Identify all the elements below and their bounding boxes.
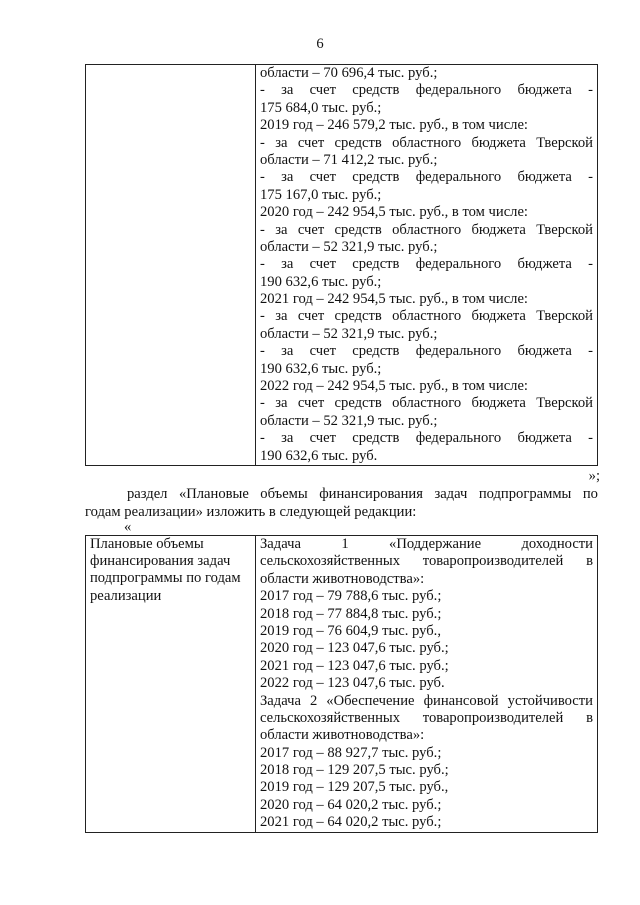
text-word: товаропроизводителей bbox=[422, 709, 564, 726]
text-line: области – 52 321,9 тыс. руб.; bbox=[260, 412, 438, 429]
text-line: 2021 год – 64 020,2 тыс. руб.; bbox=[260, 814, 442, 831]
text-word: сельскохозяйственных bbox=[260, 553, 401, 570]
paragraph-words bbox=[127, 485, 598, 503]
text-word: счет bbox=[309, 430, 336, 447]
text-word: федерального bbox=[415, 343, 502, 360]
text-word: по bbox=[582, 486, 598, 502]
text-line: области животноводства»: bbox=[260, 570, 425, 587]
text-line bbox=[256, 169, 597, 186]
heading-line: Плановые объемы bbox=[90, 536, 204, 552]
text-word: Тверской bbox=[536, 134, 593, 151]
amendment-paragraph-line-1 bbox=[85, 485, 598, 503]
text-line: 175 167,0 тыс. руб.; bbox=[260, 186, 382, 203]
funding-table-continued bbox=[85, 64, 598, 466]
text-line bbox=[256, 710, 597, 727]
text-word: «Плановые bbox=[178, 486, 249, 502]
text-line bbox=[256, 308, 597, 325]
text-line: 175 684,0 тыс. руб.; bbox=[260, 99, 382, 116]
text-word: средств bbox=[334, 395, 382, 412]
text-word: финансирования bbox=[319, 486, 423, 502]
text-word: за bbox=[281, 256, 294, 273]
text-word: федерального bbox=[415, 256, 502, 273]
text-word: за bbox=[281, 82, 294, 99]
text-word: Тверской bbox=[536, 308, 593, 325]
funding-table-new bbox=[85, 535, 598, 833]
text-word: областного bbox=[392, 221, 462, 238]
text-line bbox=[256, 430, 597, 447]
text-word: Задача bbox=[260, 536, 301, 552]
amendment-paragraph-line-2: годам реализации» изложить в следующей редакции: bbox=[85, 504, 417, 520]
text-line: 2019 год – 76 604,9 тыс. руб., bbox=[260, 622, 441, 639]
text-word: - bbox=[588, 256, 593, 273]
text-line bbox=[256, 82, 597, 99]
text-word: бюджета bbox=[517, 169, 572, 186]
text-word: за bbox=[275, 395, 288, 412]
text-word: федерального bbox=[415, 82, 502, 99]
text-line: 2017 год – 88 927,7 тыс. руб.; bbox=[260, 744, 442, 761]
text-word: за bbox=[275, 221, 288, 238]
text-word: «Обеспечение bbox=[326, 692, 415, 709]
cell-lines bbox=[256, 65, 597, 465]
heading-line: финансирования задач bbox=[90, 553, 231, 570]
text-word: средств bbox=[352, 430, 400, 447]
text-word: бюджета bbox=[517, 430, 572, 447]
text-word: - bbox=[260, 430, 265, 447]
text-word: - bbox=[260, 308, 265, 325]
text-word: за bbox=[275, 308, 288, 325]
text-line: 2020 год – 242 954,5 тыс. руб., в том числе: bbox=[260, 204, 528, 221]
text-word: бюджета bbox=[517, 256, 572, 273]
table-row bbox=[86, 65, 598, 466]
text-line: 2018 год – 77 884,8 тыс. руб.; bbox=[260, 605, 442, 622]
text-line: 2017 год – 79 788,6 тыс. руб.; bbox=[260, 588, 442, 605]
text-word: - bbox=[260, 343, 265, 360]
text-line: 190 632,6 тыс. руб.; bbox=[260, 360, 382, 377]
cell-lines bbox=[256, 536, 597, 832]
text-word: - bbox=[588, 82, 593, 99]
text-word: средств bbox=[352, 82, 400, 99]
text-word: сельскохозяйственных bbox=[260, 709, 401, 726]
text-word: областного bbox=[392, 134, 462, 151]
text-word: Тверской bbox=[536, 221, 593, 238]
text-word: подпрограммы bbox=[478, 486, 572, 502]
text-word: средств bbox=[334, 308, 382, 325]
text-word: средств bbox=[352, 343, 400, 360]
text-word: счет bbox=[309, 256, 336, 273]
text-line: области – 71 412,2 тыс. руб.; bbox=[260, 151, 438, 168]
text-line bbox=[256, 343, 597, 360]
text-word: в bbox=[586, 553, 593, 570]
text-line: 2020 год – 64 020,2 тыс. руб.; bbox=[260, 796, 442, 813]
text-word: - bbox=[260, 169, 265, 186]
text-line bbox=[256, 135, 597, 152]
text-word: федерального bbox=[415, 430, 502, 447]
text-word: федерального bbox=[415, 169, 502, 186]
text-word: средств bbox=[334, 134, 382, 151]
text-word: областного bbox=[392, 395, 462, 412]
table-left-cell bbox=[86, 536, 256, 833]
text-word: финансовой bbox=[423, 692, 499, 709]
text-word: доходности bbox=[521, 536, 593, 552]
heading-line: реализации bbox=[90, 587, 162, 604]
text-word: «Поддержание bbox=[389, 536, 482, 552]
text-word: счет bbox=[309, 343, 336, 360]
text-line: 2022 год – 123 047,6 тыс. руб. bbox=[260, 675, 445, 692]
text-line: 2021 год – 242 954,5 тыс. руб., в том числе: bbox=[260, 291, 528, 308]
table-row bbox=[86, 536, 598, 833]
text-word: устойчивости bbox=[507, 692, 593, 709]
text-word: Задача bbox=[260, 692, 301, 709]
text-line: 2019 год – 246 579,2 тыс. руб., в том числе: bbox=[260, 117, 528, 134]
text-word: - bbox=[588, 169, 593, 186]
text-line bbox=[256, 553, 597, 570]
text-word: объемы bbox=[260, 486, 308, 502]
text-word: за bbox=[281, 343, 294, 360]
table-right-cell bbox=[256, 65, 598, 466]
text-word: бюджета bbox=[517, 82, 572, 99]
text-word: - bbox=[260, 221, 265, 238]
text-word: средств bbox=[352, 256, 400, 273]
text-word: в bbox=[586, 709, 593, 726]
text-line: 2022 год – 242 954,5 тыс. руб., в том числе: bbox=[260, 378, 528, 395]
text-line bbox=[256, 222, 597, 239]
text-line: 190 632,6 тыс. руб.; bbox=[260, 273, 382, 290]
text-word: средств bbox=[334, 221, 382, 238]
text-line: 190 632,6 тыс. руб. bbox=[260, 447, 378, 464]
text-word: областного bbox=[392, 308, 462, 325]
text-word: - bbox=[588, 343, 593, 360]
table-right-cell bbox=[256, 536, 598, 833]
text-word: счет bbox=[297, 221, 325, 238]
text-word: - bbox=[260, 134, 265, 151]
section-heading bbox=[86, 536, 255, 605]
page-number: 6 bbox=[316, 36, 324, 52]
text-line bbox=[256, 395, 597, 412]
text-word: счет bbox=[297, 308, 325, 325]
text-line: области – 70 696,4 тыс. руб.; bbox=[260, 65, 438, 81]
text-word: бюджета bbox=[471, 221, 526, 238]
text-line: области животноводства»: bbox=[260, 727, 425, 744]
text-word: бюджета bbox=[471, 134, 526, 151]
text-word: 2 bbox=[309, 692, 318, 709]
opening-quote-mark: « bbox=[124, 519, 132, 535]
text-word: средств bbox=[352, 169, 400, 186]
text-word: счет bbox=[297, 134, 325, 151]
text-word: за bbox=[275, 134, 288, 151]
text-line: 2018 год – 129 207,5 тыс. руб.; bbox=[260, 762, 449, 779]
text-word: счет bbox=[309, 169, 336, 186]
text-word: за bbox=[281, 169, 294, 186]
text-word: Тверской bbox=[536, 395, 593, 412]
text-word: бюджета bbox=[471, 395, 526, 412]
text-line: области – 52 321,9 тыс. руб.; bbox=[260, 238, 438, 255]
text-word: - bbox=[260, 256, 265, 273]
closing-quote-mark: »; bbox=[588, 468, 600, 484]
text-line: 2019 год – 129 207,5 тыс. руб., bbox=[260, 779, 449, 796]
text-line bbox=[256, 536, 597, 553]
text-line: 2020 год – 123 047,6 тыс. руб.; bbox=[260, 640, 449, 657]
text-word: 1 bbox=[341, 536, 349, 552]
text-word: раздел bbox=[127, 486, 168, 502]
text-word: за bbox=[281, 430, 294, 447]
text-word: бюджета bbox=[471, 308, 526, 325]
table-left-cell bbox=[86, 65, 256, 466]
text-word: счет bbox=[309, 82, 336, 99]
heading-line: подпрограммы по годам bbox=[90, 570, 241, 587]
text-word: бюджета bbox=[517, 343, 572, 360]
text-line: 2021 год – 123 047,6 тыс. руб.; bbox=[260, 657, 449, 674]
text-word: задач bbox=[434, 486, 468, 502]
text-line: области – 52 321,9 тыс. руб.; bbox=[260, 325, 438, 342]
text-word: - bbox=[260, 395, 265, 412]
text-word: - bbox=[260, 82, 265, 99]
text-word: счет bbox=[297, 395, 325, 412]
text-line bbox=[256, 693, 597, 710]
text-line bbox=[256, 256, 597, 273]
text-word: - bbox=[588, 430, 593, 447]
text-word: товаропроизводителей bbox=[422, 553, 564, 570]
